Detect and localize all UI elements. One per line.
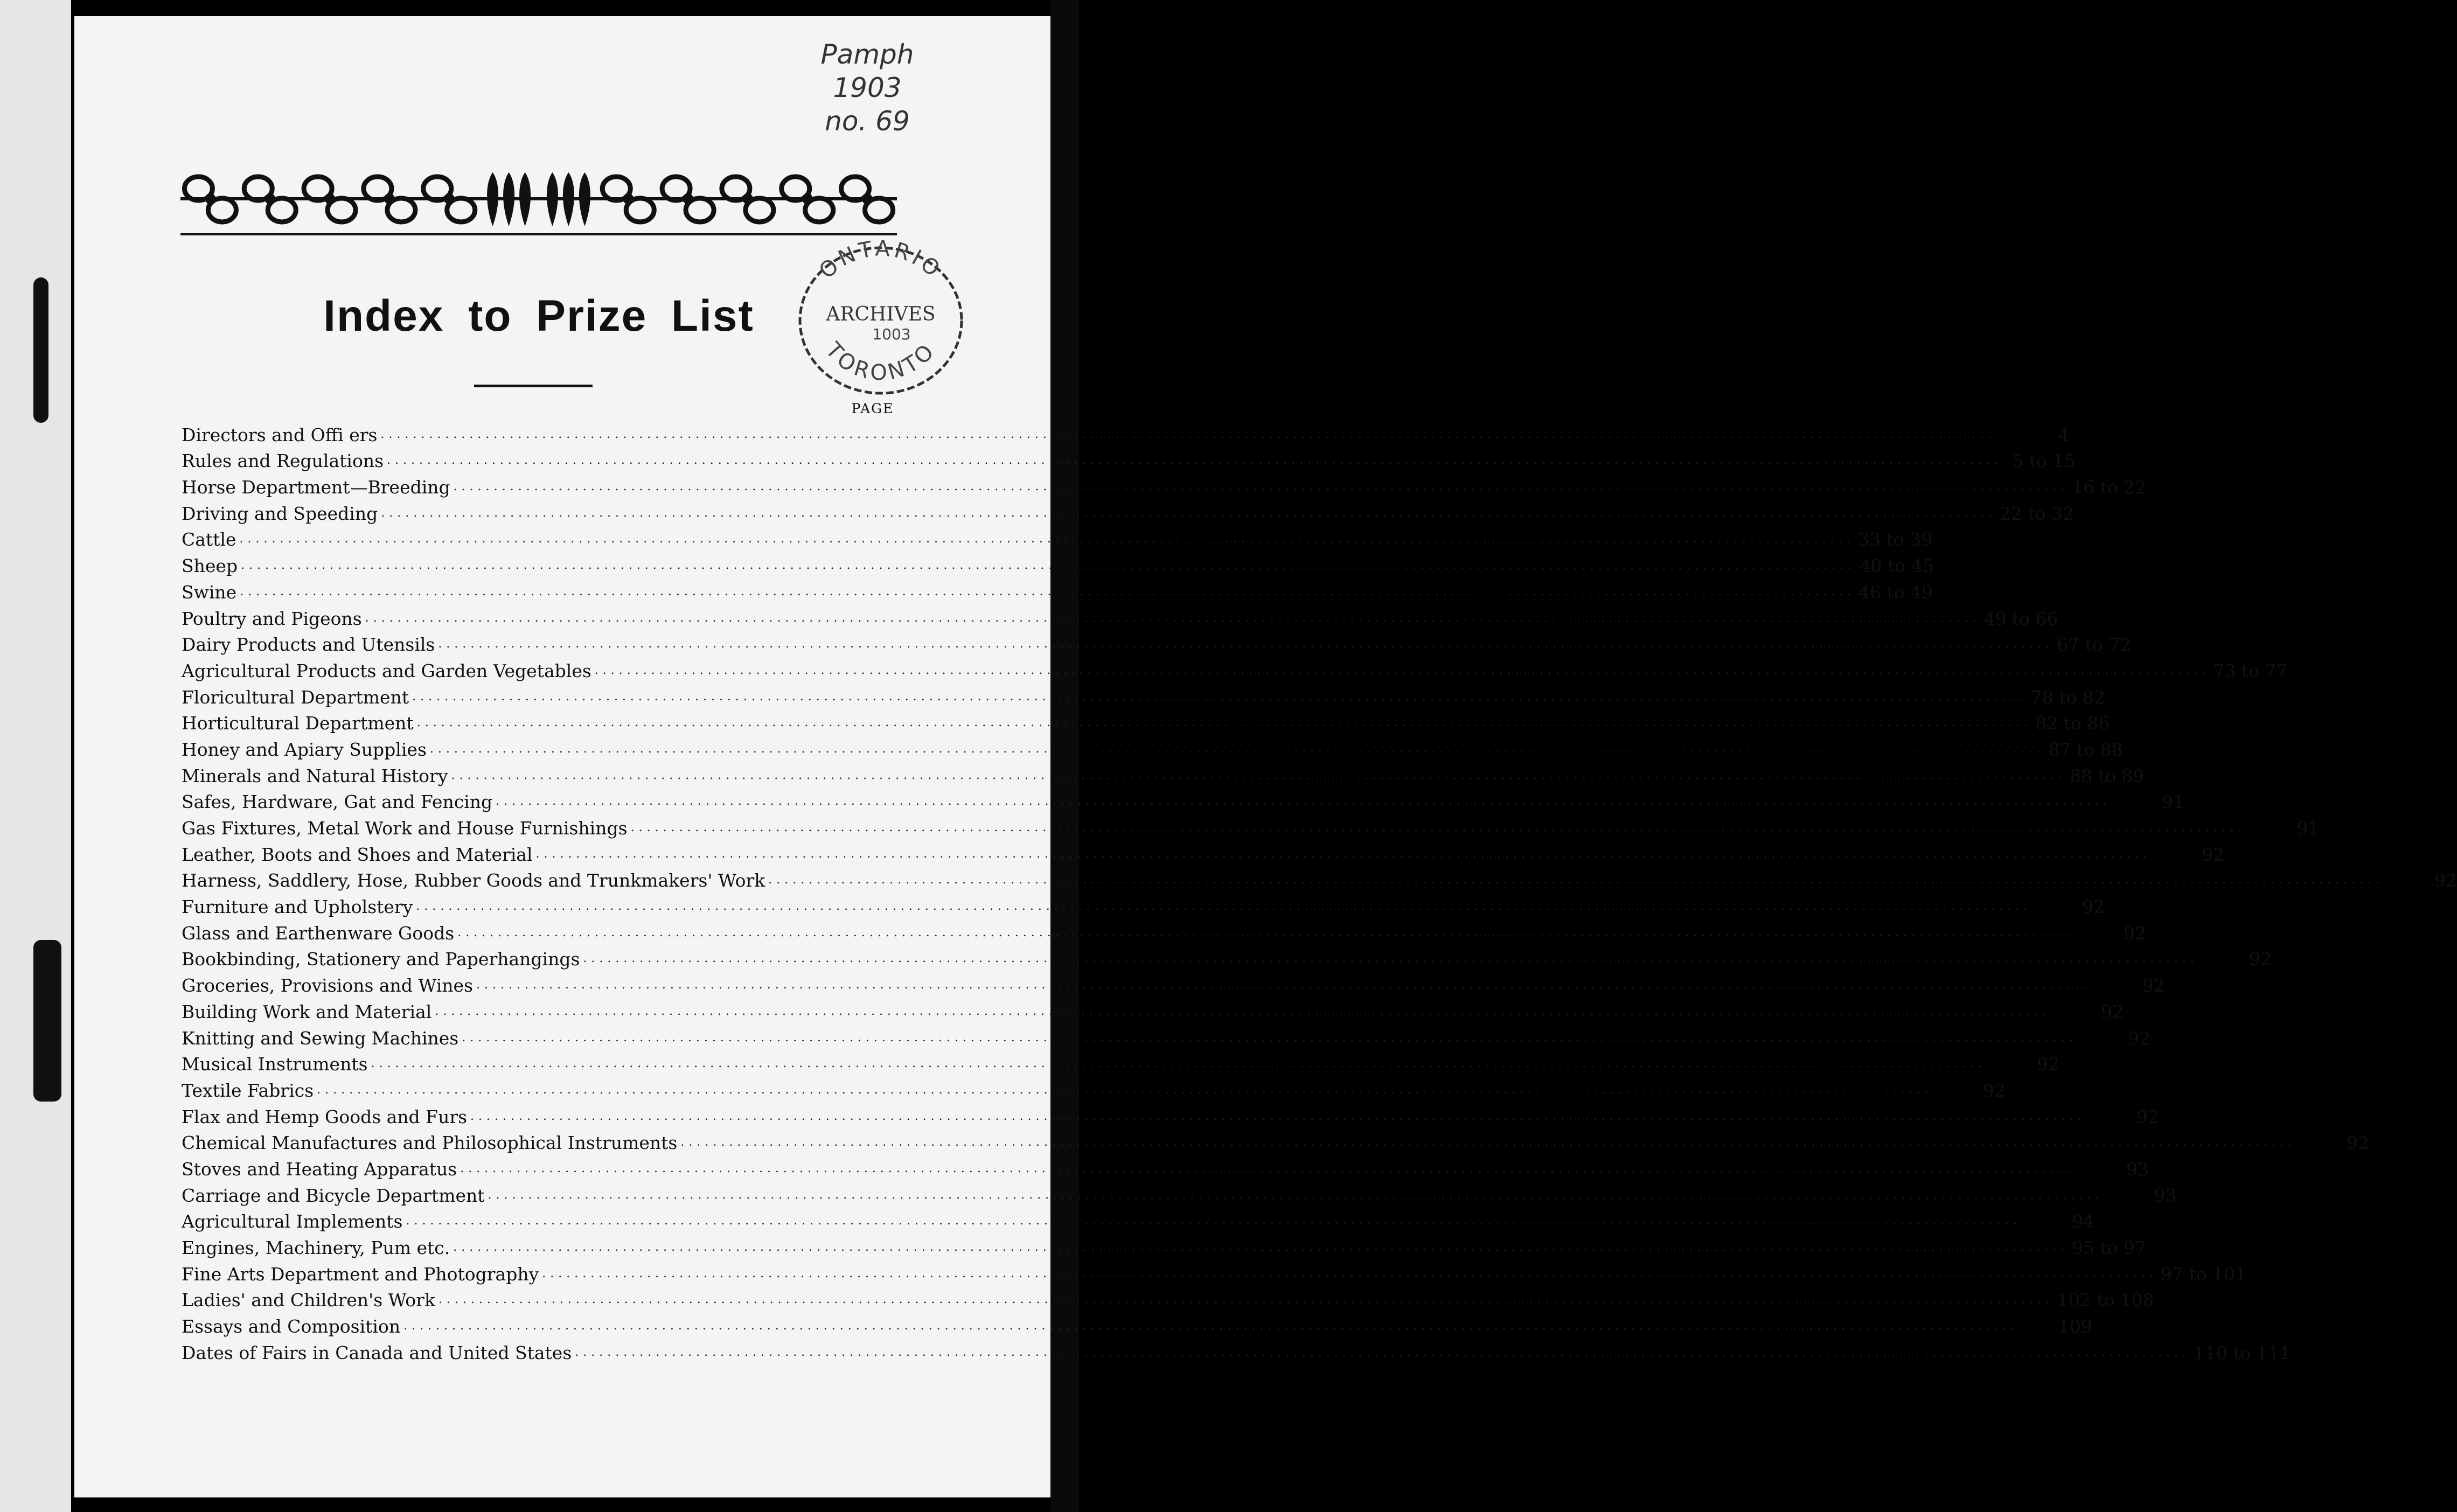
ornament-motif bbox=[423, 177, 475, 222]
entry-label: Furniture and Upholstery bbox=[182, 896, 413, 918]
dot-leader: ........................................................................................................................................................................................................ bbox=[438, 1293, 2054, 1307]
handwritten-catalog-note bbox=[786, 38, 948, 138]
index-entry bbox=[182, 1075, 2006, 1101]
entry-label: Engines, Machinery, Pum etc. bbox=[182, 1237, 450, 1258]
index-entry bbox=[182, 681, 2105, 708]
index-entry bbox=[182, 1285, 2154, 1311]
entry-page-range: 46 to 49 bbox=[1858, 581, 1933, 603]
dot-leader: ........................................................................................................................................................................................................ bbox=[453, 1241, 2069, 1254]
entry-page-range: 92 bbox=[2136, 1106, 2159, 1127]
title-underline bbox=[474, 385, 593, 387]
index-entry bbox=[182, 1206, 2095, 1232]
entry-label: Safes, Hardware, Gat and Fencing bbox=[182, 791, 493, 813]
index-entry bbox=[182, 603, 2058, 629]
dot-leader: ........................................................................................................................................................................................................ bbox=[575, 1345, 2190, 1359]
index-entry bbox=[182, 471, 2147, 498]
entry-page-range: 40 to 45 bbox=[1859, 555, 1934, 577]
entry-page-range: 110 to 111 bbox=[2193, 1342, 2291, 1363]
index-entry bbox=[182, 812, 2320, 839]
index-entry bbox=[182, 1180, 2177, 1206]
entry-label: Directors and Offi ers bbox=[182, 424, 378, 445]
entry-label: Dairy Products and Utensils bbox=[182, 634, 435, 656]
dot-leader: ........................................................................................................................................................................................................ bbox=[768, 873, 2384, 887]
entry-label: Essays and Composition bbox=[182, 1316, 401, 1337]
entry-page-range: 92 bbox=[2100, 1001, 2124, 1022]
ornament-motif bbox=[782, 177, 833, 222]
note-line: no. 69 bbox=[825, 106, 910, 137]
entry-page-range: 87 to 88 bbox=[2048, 738, 2123, 760]
dot-leader: ........................................................................................................................................................................................................ bbox=[535, 847, 2152, 861]
entry-label: Textile Fabrics bbox=[182, 1079, 314, 1101]
entry-label: Honey and Apiary Supplies bbox=[182, 738, 427, 760]
entry-page-range: 92 bbox=[2142, 975, 2165, 997]
dot-leader: ........................................................................................................................................................................................................ bbox=[496, 795, 2111, 809]
entry-page-range: 93 bbox=[2154, 1184, 2177, 1206]
ornament-motif bbox=[722, 177, 774, 222]
dot-leader: ........................................................................................................................................................................................................ bbox=[630, 821, 2246, 834]
entry-page-range: 92 bbox=[2123, 922, 2146, 944]
entry-label: Rules and Regulations bbox=[182, 450, 384, 472]
entry-label: Driving and Speeding bbox=[182, 503, 378, 524]
dot-leader: ........................................................................................................................................................................................................ bbox=[594, 663, 2210, 677]
dot-leader: ........................................................................................................................................................................................................ bbox=[583, 952, 2199, 966]
entry-label: Horse Department—Breeding bbox=[182, 477, 450, 498]
entry-label: Carriage and Bicycle Department bbox=[182, 1184, 485, 1206]
entry-page-range: 82 to 86 bbox=[2035, 713, 2110, 734]
entry-page-range: 92 bbox=[2347, 1132, 2369, 1154]
entry-page-range: 95 to 97 bbox=[2071, 1237, 2147, 1258]
index-entry bbox=[182, 1258, 2246, 1285]
entry-label: Stoves and Heating Apparatus bbox=[182, 1158, 457, 1180]
ink-blot bbox=[33, 940, 61, 1102]
index-entry bbox=[182, 970, 2165, 997]
entry-page-range: 67 to 72 bbox=[2057, 634, 2132, 656]
index-entry bbox=[182, 1232, 2147, 1258]
entry-page-range: 73 to 77 bbox=[2213, 660, 2288, 681]
index-entry bbox=[182, 550, 1934, 577]
entry-label: Leather, Boots and Shoes and Material bbox=[182, 844, 533, 865]
dot-leader: ........................................................................................................................................................................................................ bbox=[371, 1057, 1987, 1071]
index-entry bbox=[182, 1022, 2150, 1049]
dot-leader: ........................................................................................................................................................................................................ bbox=[488, 1188, 2104, 1202]
entry-page-range: 16 to 22 bbox=[2072, 477, 2147, 498]
dot-leader: ........................................................................................................................................................................................................ bbox=[365, 611, 1981, 625]
index-entry bbox=[182, 1101, 2159, 1127]
ornament-motif bbox=[547, 172, 590, 226]
index-entry bbox=[182, 1049, 2060, 1075]
page-title: Index to Prize List bbox=[323, 291, 754, 340]
entry-label: Bookbinding, Stationery and Paperhangings bbox=[182, 949, 580, 970]
entry-label: Horticultural Department bbox=[182, 713, 414, 734]
index-list bbox=[182, 419, 2457, 1363]
entry-page-range: 78 to 82 bbox=[2030, 686, 2105, 708]
entry-page-range: 97 to 101 bbox=[2160, 1263, 2246, 1285]
ornament-motif bbox=[602, 177, 654, 222]
stamp-middle-text: ARCHIVES bbox=[826, 303, 936, 325]
dot-leader: ........................................................................................................................................................................................................ bbox=[451, 768, 2067, 782]
dot-leader: ........................................................................................................................................................................................................ bbox=[460, 1161, 2076, 1175]
entry-label: Fine Arts Department and Photography bbox=[182, 1263, 539, 1285]
entry-label: Dates of Fairs in Canada and United States bbox=[182, 1342, 572, 1363]
index-entry bbox=[182, 760, 2145, 786]
entry-page-range: 109 bbox=[2058, 1316, 2092, 1337]
ornament-motif bbox=[662, 177, 714, 222]
dot-leader: ........................................................................................................................................................................................................ bbox=[412, 689, 2028, 703]
entry-page-range: 4 bbox=[2058, 424, 2070, 445]
ink-blot bbox=[33, 277, 48, 423]
entry-page-range: 92 bbox=[2037, 1054, 2060, 1075]
entry-label: Groceries, Provisions and Wines bbox=[182, 975, 474, 997]
dot-leader: ........................................................................................................................................................................................................ bbox=[240, 584, 1855, 598]
entry-page-range: 88 to 89 bbox=[2070, 765, 2145, 786]
dot-leader: ........................................................................................................................................................................................................ bbox=[416, 900, 2031, 914]
entry-page-range: 102 to 108 bbox=[2057, 1290, 2154, 1311]
entry-label: Gas Fixtures, Metal Work and House Furnishings bbox=[182, 818, 628, 839]
index-entry bbox=[182, 708, 2110, 734]
dot-leader: ........................................................................................................................................................................................................ bbox=[470, 1109, 2086, 1123]
entry-label: Chemical Manufactures and Philosophical Instruments bbox=[182, 1132, 678, 1154]
ornament-motif bbox=[184, 177, 236, 222]
dot-leader: ........................................................................................................................................................................................................ bbox=[435, 1004, 2050, 1018]
index-entry bbox=[182, 419, 2070, 445]
dot-leader: ........................................................................................................................................................................................................ bbox=[239, 532, 1855, 546]
entry-label: Minerals and Natural History bbox=[182, 765, 448, 786]
index-entry bbox=[182, 786, 2184, 813]
entry-label: Harness, Saddlery, Hose, Rubber Goods and Trunkmakers' Work bbox=[182, 870, 765, 891]
index-entry bbox=[182, 996, 2124, 1022]
index-entry bbox=[182, 891, 2105, 918]
scan-border bbox=[1050, 0, 1079, 1512]
dot-leader: ........................................................................................................................................................................................................ bbox=[387, 454, 2002, 468]
dot-leader: ........................................................................................................................................................................................................ bbox=[317, 1083, 1932, 1097]
index-entry bbox=[182, 839, 2225, 865]
entry-label: Ladies' and Children's Work bbox=[182, 1290, 435, 1311]
index-entry bbox=[182, 944, 2272, 970]
entry-label: Flax and Hemp Goods and Furs bbox=[182, 1106, 468, 1127]
entry-label: Swine bbox=[182, 581, 237, 603]
facing-page-edge bbox=[0, 0, 71, 1512]
dot-leader: ........................................................................................................................................................................................................ bbox=[542, 1266, 2157, 1280]
entry-page-range: 22 to 32 bbox=[1999, 503, 2074, 524]
dot-leader: ........................................................................................................................................................................................................ bbox=[416, 716, 2033, 730]
entry-label: Agricultural Implements bbox=[182, 1211, 403, 1232]
index-entry bbox=[182, 917, 2146, 944]
entry-page-range: 93 bbox=[2126, 1158, 2149, 1180]
dot-leader: ........................................................................................................................................................................................................ bbox=[241, 559, 1856, 573]
dot-leader: ........................................................................................................................................................................................................ bbox=[476, 978, 2092, 992]
entry-page-range: 92 bbox=[1982, 1079, 2006, 1101]
stamp-top-text: ONTARIO bbox=[815, 236, 947, 284]
dot-leader: ........................................................................................................................................................................................................ bbox=[680, 1135, 2296, 1149]
entry-label: Knitting and Sewing Machines bbox=[182, 1027, 459, 1049]
entry-page-range: 92 bbox=[2082, 896, 2105, 918]
ornament-motif bbox=[244, 177, 296, 222]
index-entry bbox=[182, 498, 2074, 524]
dot-leader: ........................................................................................................................................................................................................ bbox=[462, 1030, 2077, 1044]
entry-page-range: 91 bbox=[2296, 818, 2320, 839]
entry-page-range: 94 bbox=[2072, 1211, 2095, 1232]
index-entry bbox=[182, 734, 2123, 760]
entry-label: Sheep bbox=[182, 555, 238, 577]
index-entry bbox=[182, 655, 2288, 681]
entry-page-range: 5 to 15 bbox=[2012, 450, 2076, 472]
entry-page-range: 92 bbox=[2434, 870, 2457, 891]
index-entry bbox=[182, 1337, 2291, 1363]
index-entry bbox=[182, 865, 2457, 891]
ornament-motif bbox=[304, 177, 356, 222]
dot-leader: ........................................................................................................................................................................................................ bbox=[429, 742, 2045, 756]
svg-text:ONTARIO bbox=[815, 236, 947, 283]
entry-label: Cattle bbox=[182, 529, 236, 551]
note-line: 1903 bbox=[833, 72, 902, 103]
entry-label: Glass and Earthenware Goods bbox=[182, 922, 455, 944]
entry-page-range: 49 to 66 bbox=[1983, 608, 2058, 629]
entry-label: Poultry and Pigeons bbox=[182, 608, 362, 629]
entry-page-range: 91 bbox=[2161, 791, 2184, 813]
entry-label: Agricultural Products and Garden Vegetables bbox=[182, 660, 591, 681]
ornament-motif bbox=[487, 172, 531, 226]
index-entry bbox=[182, 524, 1933, 551]
svg-text:TORONTO bbox=[820, 337, 941, 385]
entry-label: Floricultural Department bbox=[182, 686, 409, 708]
index-entry bbox=[182, 445, 2076, 472]
dot-leader: ........................................................................................................................................................................................................ bbox=[457, 925, 2073, 939]
dot-leader: ........................................................................................................................................................................................................ bbox=[438, 637, 2054, 651]
entry-page-range: 92 bbox=[2202, 844, 2225, 865]
entry-page-range: 92 bbox=[2249, 949, 2272, 970]
decorative-border-ornament bbox=[180, 167, 897, 232]
index-entry bbox=[182, 1311, 2092, 1337]
entry-label: Building Work and Material bbox=[182, 1001, 432, 1022]
dot-leader: ........................................................................................................................................................................................................ bbox=[380, 427, 1996, 441]
ornament-motif bbox=[364, 177, 415, 222]
entry-page-range: 92 bbox=[2127, 1027, 2150, 1049]
dot-leader: ........................................................................................................................................................................................................ bbox=[406, 1214, 2022, 1228]
index-entry bbox=[182, 629, 2132, 656]
stamp-bottom-text: TORONTO bbox=[820, 337, 941, 386]
dot-leader: ........................................................................................................................................................................................................ bbox=[453, 480, 2069, 494]
index-entry bbox=[182, 1153, 2149, 1180]
dot-leader: ........................................................................................................................................................................................................ bbox=[381, 506, 1996, 520]
ornament-motif bbox=[841, 177, 893, 222]
note-line: Pamph bbox=[820, 39, 914, 70]
stamp-number: 1003 bbox=[872, 325, 911, 343]
page-column-heading: PAGE bbox=[851, 401, 894, 416]
entry-page-range: 33 to 39 bbox=[1858, 529, 1933, 551]
index-entry bbox=[182, 576, 1933, 603]
dot-leader: ........................................................................................................................................................................................................ bbox=[403, 1319, 2019, 1333]
index-entry bbox=[182, 1127, 2369, 1154]
entry-label: Musical Instruments bbox=[182, 1054, 368, 1075]
